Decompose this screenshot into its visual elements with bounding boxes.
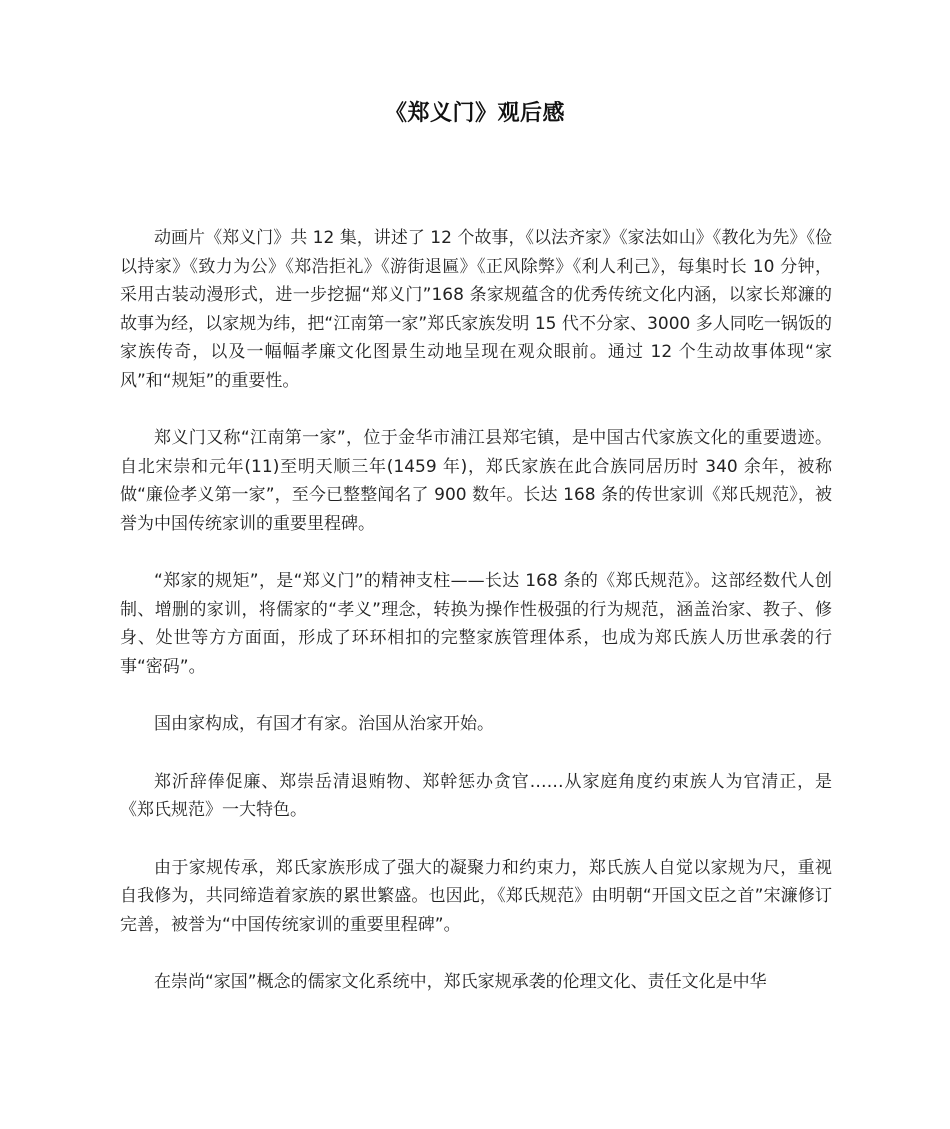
- paragraph: 郑义门又称“江南第一家”，位于金华市浦江县郑宅镇，是中国古代家族文化的重要遗迹。自北宋崇和元年(11)至明天顺三年(1459 年)，郑氏家族在此合族同居历时 340 余年，被称做“廉俭孝义第一家”，至今已整整闻名了 900 数年。长达 168 条的传世家训《郑氏规范》，被誉为中国传统家训的重要里程碑。: [120, 428, 832, 534]
- paragraph: 郑沂辞俸促廉、郑崇岳清退贿物、郑幹惩办贪官……从家庭角度约束族人为官清正，是《郑氏规范》一大特色。: [120, 771, 832, 820]
- paragraph: 国由家构成，有国才有家。治国从治家开始。: [154, 714, 494, 734]
- document-body: [120, 224, 832, 1026]
- paragraph: 在崇尚“家国”概念的儒家文化系统中，郑氏家规承袭的伦理文化、责任文化是中华: [154, 972, 767, 992]
- paragraph: “郑家的规矩”，是“郑义门”的精神支柱——长达 168 条的《郑氏规范》。这部经数代人创制、增删的家训，将儒家的“孝义”理念，转换为操作性极强的行为规范，涵盖治家、教子、修身、处世等方方面面，形成了环环相扣的完整家族管理体系，也成为郑氏族人历世承袭的行事“密码”。: [120, 571, 832, 677]
- paragraph: 动画片《郑义门》共 12 集，讲述了 12 个故事，《以法齐家》《家法如山》《教化为先》《俭以持家》《致力为公》《郑浩拒礼》《游街退匾》《正风除弊》《利人利己》，每集时长 10 分钟，采用古装动漫形式，进一步挖掘“郑义门”168 条家规蕴含的优秀传统文化内涵，以家长郑濂的故事为经，以家规为纬，把“江南第一家”郑氏家族发明 15 代不分家、3000 多人同吃一锅饭的家族传奇，以及一幅幅孝廉文化图景生动地呈现在观众眼前。通过 12 个生动故事体现“家风”和“规矩”的重要性。: [120, 228, 832, 391]
- paragraph: 由于家规传承，郑氏家族形成了强大的凝聚力和约束力，郑氏族人自觉以家规为尺，重视自我修为，共同缔造着家族的累世繁盛。也因此，《郑氏规范》由明朝“开国文臣之首”宋濂修订完善，被誉为“中国传统家训的重要里程碑”。: [120, 857, 832, 935]
- document-title: 《郑义门》观后感: [384, 101, 565, 126]
